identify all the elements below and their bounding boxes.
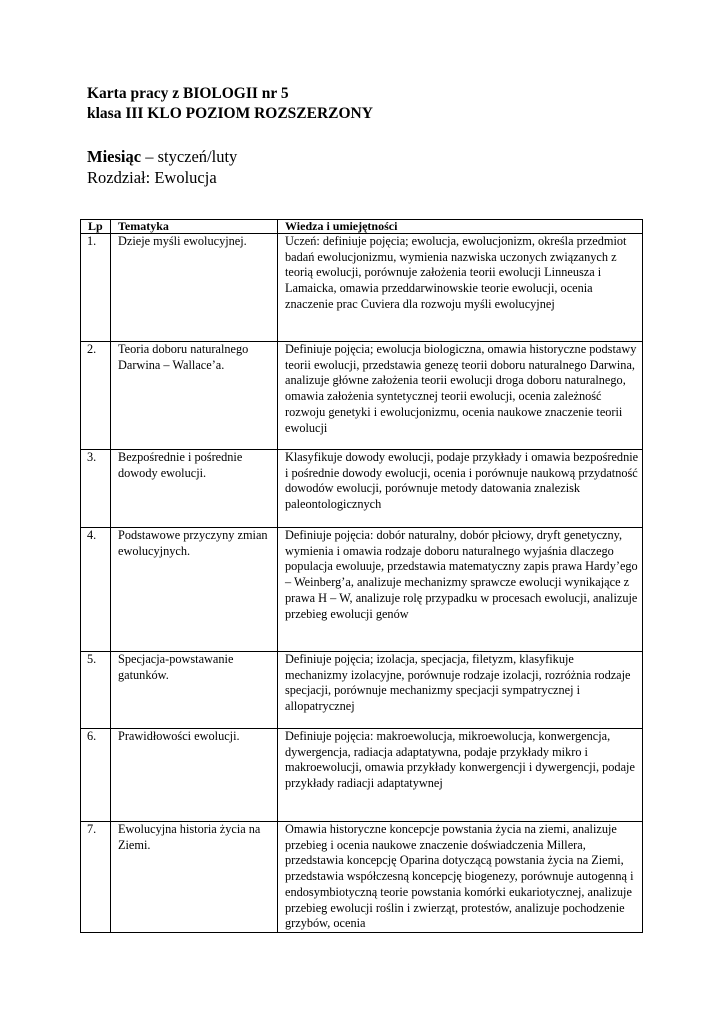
class-level-subtitle: klasa III KLO POZIOM ROZSZERZONY [87, 105, 373, 122]
row-number: 6. [81, 729, 111, 822]
table-row [81, 450, 643, 528]
row-skills: Definiuje pojęcia; ewolucja biologiczna, omawia historyczne podstawy teorii ewolucji, przedstawia genezę teorii doboru naturalnego Darwina, analizuje główne założenia teorii ewolucji droga doboru naturalnego, omawia założenia syntetycznej teorii ewolucji, ocenia zależność rozwoju genetyki i ewolucjonizmu, ocenia naukowe znaczenie teorii ewolucji [278, 342, 643, 450]
page-heading [87, 84, 647, 124]
worksheet-title: Karta pracy z BIOLOGII nr 5 [87, 85, 289, 102]
row-skills: Definiuje pojęcia: dobór naturalny, dobór płciowy, dryft genetyczny, wymienia i omawia rodzaje doboru naturalnego wyjaśnia dlaczego populacja ewoluuje, przedstawia matematyczny zapis prawa Hardy’ego – Weinberg’a, analizuje mechanizmy sprawcze ewolucji wynikające z prawa H – W, analizuje rolę przypadku w procesach ewolucji, analizuje przebieg ewolucji genów [278, 528, 643, 652]
month-value: – styczeń/luty [141, 147, 238, 166]
table-row [81, 729, 643, 822]
row-topic: Specjacja-powstawanie gatunków. [111, 652, 278, 729]
row-topic: Prawidłowości ewolucji. [111, 729, 278, 822]
table-header-row [81, 220, 643, 234]
row-skills: Definiuje pojęcia: makroewolucja, mikroewolucja, konwergencja, dywergencja, radiacja adaptatywna, podaje przykłady mikro i makroewolucji, omawia przykłady konwergencji i dywergencji, podaje przykłady radiacji adaptatywnej [278, 729, 643, 822]
curriculum-table [80, 219, 643, 933]
row-skills: Klasyfikuje dowody ewolucji, podaje przykłady i omawia bezpośrednie i pośrednie dowody ewolucji, ocenia i porównuje naukową przydatność dowodów ewolucji, porównuje metody datowania znalezisk paleontologicznych [278, 450, 643, 528]
worksheet-meta [87, 146, 647, 188]
row-number: 7. [81, 822, 111, 933]
row-topic: Ewolucyjna historia życia na Ziemi. [111, 822, 278, 933]
month-label: Miesiąc [87, 147, 142, 166]
row-number: 3. [81, 450, 111, 528]
row-number: 4. [81, 528, 111, 652]
header-lp: Lp [81, 220, 111, 234]
row-topic: Dzieje myśli ewolucyjnej. [111, 234, 278, 342]
row-skills: Definiuje pojęcia; izolacja, specjacja, filetyzm, klasyfikuje mechanizmy izolacyjne, porównuje rodzaje izolacji, rozróżnia rodzaje specjacji, porównuje mechanizmy specjacji sympatrycznej i allopatrycznej [278, 652, 643, 729]
table-row [81, 528, 643, 652]
table-row [81, 822, 643, 933]
row-topic: Podstawowe przyczyny zmian ewolucyjnych. [111, 528, 278, 652]
month-line [87, 146, 647, 167]
row-number: 1. [81, 234, 111, 342]
table-row [81, 234, 643, 342]
row-number: 5. [81, 652, 111, 729]
row-number: 2. [81, 342, 111, 450]
header-skills: Wiedza i umiejętności [278, 220, 643, 234]
table-row [81, 652, 643, 729]
chapter-line: Rozdział: Ewolucja [87, 168, 217, 187]
header-topic: Tematyka [111, 220, 278, 234]
row-skills: Omawia historyczne koncepcje powstania życia na ziemi, analizuje przebieg i ocenia naukowe znaczenie doświadczenia Millera, przedstawia koncepcję Oparina dotyczącą powstania życia na Ziemi, przedstawia współczesną koncepcję biogenezy, porównuje autogenną i endosymbiotyczną teorie powstania komórki eukariotycznej, analizuje przebieg ewolucji roślin i zwierząt, protestów, analizuje pochodzenie grzybów, ocenia [278, 822, 643, 933]
table-row [81, 342, 643, 450]
row-topic: Teoria doboru naturalnego Darwina – Wallace’a. [111, 342, 278, 450]
row-skills: Uczeń: definiuje pojęcia; ewolucja, ewolucjonizm, określa przedmiot badań ewolucjonizmu, wymienia nazwiska uczonych związanych z teorią ewolucji, porównuje założenia teorii ewolucji Linneusza i Lamaicka, omawia przeddarwinowskie teorie ewolucji, ocenia znaczenie prac Cuviera dla rozwoju myśli ewolucyjnej [278, 234, 643, 342]
row-topic: Bezpośrednie i pośrednie dowody ewolucji. [111, 450, 278, 528]
